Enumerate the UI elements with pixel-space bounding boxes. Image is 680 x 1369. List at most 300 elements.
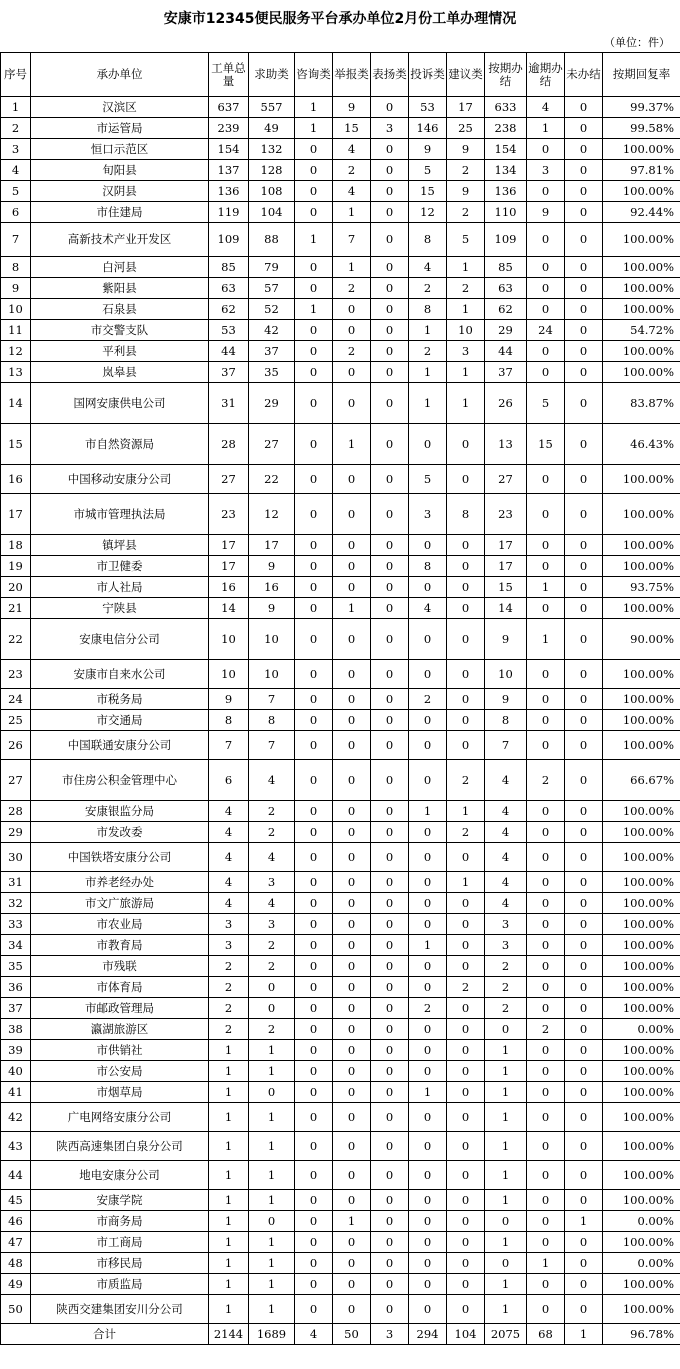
- cell-report: 0: [333, 935, 371, 956]
- table-row: [1, 619, 680, 660]
- cell-complaint: 0: [409, 1190, 447, 1211]
- cell-report: 0: [333, 1019, 371, 1040]
- cell-ontime: 1: [485, 1082, 527, 1103]
- table-row: [1, 1082, 680, 1103]
- cell-unit: 市自然资源局: [31, 424, 209, 465]
- cell-ontime: 0: [485, 1211, 527, 1232]
- cell-praise: 0: [371, 893, 409, 914]
- cell-index: 13: [1, 362, 31, 383]
- total-cell: 104: [447, 1324, 485, 1345]
- cell-suggestion: 9: [447, 181, 485, 202]
- cell-help: 22: [249, 465, 295, 494]
- cell-index: 50: [1, 1295, 31, 1324]
- cell-total: 23: [209, 494, 249, 535]
- cell-complaint: 0: [409, 424, 447, 465]
- cell-unfinished: 0: [565, 1253, 603, 1274]
- cell-total: 27: [209, 465, 249, 494]
- table-row: [1, 181, 680, 202]
- cell-ontime: 29: [485, 320, 527, 341]
- cell-ontime: 7: [485, 731, 527, 760]
- cell-overdue: 0: [527, 1161, 565, 1190]
- cell-unit: 市烟草局: [31, 1082, 209, 1103]
- cell-consult: 0: [295, 556, 333, 577]
- cell-reply-rate: 100.00%: [603, 1274, 680, 1295]
- cell-consult: 0: [295, 1103, 333, 1132]
- cell-consult: 0: [295, 341, 333, 362]
- cell-praise: 0: [371, 619, 409, 660]
- cell-suggestion: 0: [447, 956, 485, 977]
- table-row: [1, 320, 680, 341]
- total-cell: 294: [409, 1324, 447, 1345]
- cell-praise: 0: [371, 1274, 409, 1295]
- cell-index: 34: [1, 935, 31, 956]
- cell-ontime: 2: [485, 998, 527, 1019]
- col-header-unfinished: 未办结: [565, 53, 603, 97]
- cell-overdue: 1: [527, 118, 565, 139]
- cell-index: 40: [1, 1061, 31, 1082]
- cell-total: 4: [209, 843, 249, 872]
- cell-suggestion: 0: [447, 1232, 485, 1253]
- cell-reply-rate: 100.00%: [603, 494, 680, 535]
- cell-unit: 国网安康供电公司: [31, 383, 209, 424]
- cell-index: 45: [1, 1190, 31, 1211]
- cell-praise: 0: [371, 1082, 409, 1103]
- cell-consult: 0: [295, 1061, 333, 1082]
- cell-suggestion: 0: [447, 556, 485, 577]
- cell-praise: 0: [371, 1103, 409, 1132]
- cell-unit: 旬阳县: [31, 160, 209, 181]
- cell-unit: 岚皋县: [31, 362, 209, 383]
- cell-index: 11: [1, 320, 31, 341]
- cell-total: 109: [209, 223, 249, 257]
- cell-ontime: 4: [485, 822, 527, 843]
- cell-unfinished: 0: [565, 1161, 603, 1190]
- table-row: [1, 1040, 680, 1061]
- cell-praise: 0: [371, 1061, 409, 1082]
- cell-praise: 0: [371, 1295, 409, 1324]
- cell-unfinished: 0: [565, 362, 603, 383]
- cell-unfinished: 0: [565, 556, 603, 577]
- cell-suggestion: 0: [447, 1295, 485, 1324]
- cell-suggestion: 2: [447, 202, 485, 223]
- cell-consult: 0: [295, 760, 333, 801]
- cell-reply-rate: 100.00%: [603, 223, 680, 257]
- table-row: [1, 535, 680, 556]
- cell-report: 0: [333, 893, 371, 914]
- cell-complaint: 0: [409, 1161, 447, 1190]
- cell-report: 1: [333, 424, 371, 465]
- cell-help: 29: [249, 383, 295, 424]
- cell-help: 17: [249, 535, 295, 556]
- cell-consult: 0: [295, 914, 333, 935]
- cell-total: 8: [209, 710, 249, 731]
- cell-total: 1: [209, 1061, 249, 1082]
- cell-reply-rate: 100.00%: [603, 893, 680, 914]
- table-row: [1, 1190, 680, 1211]
- cell-report: 0: [333, 320, 371, 341]
- cell-ontime: 1: [485, 1103, 527, 1132]
- cell-praise: 0: [371, 320, 409, 341]
- cell-ontime: 13: [485, 424, 527, 465]
- cell-unfinished: 0: [565, 956, 603, 977]
- cell-overdue: 0: [527, 710, 565, 731]
- cell-complaint: 3: [409, 494, 447, 535]
- cell-total: 2: [209, 956, 249, 977]
- cell-report: 1: [333, 1211, 371, 1232]
- cell-index: 46: [1, 1211, 31, 1232]
- cell-consult: 0: [295, 1211, 333, 1232]
- cell-suggestion: 2: [447, 278, 485, 299]
- cell-suggestion: 0: [447, 1161, 485, 1190]
- cell-overdue: 0: [527, 893, 565, 914]
- cell-total: 63: [209, 278, 249, 299]
- table-row: [1, 383, 680, 424]
- cell-unit: 市人社局: [31, 577, 209, 598]
- cell-ontime: 633: [485, 97, 527, 118]
- cell-praise: 0: [371, 843, 409, 872]
- cell-total: 1: [209, 1190, 249, 1211]
- cell-unfinished: 0: [565, 660, 603, 689]
- table-total-row: [1, 1324, 680, 1345]
- cell-suggestion: 0: [447, 535, 485, 556]
- cell-overdue: 0: [527, 998, 565, 1019]
- cell-total: 1: [209, 1253, 249, 1274]
- cell-help: 0: [249, 1211, 295, 1232]
- cell-help: 0: [249, 998, 295, 1019]
- cell-report: 0: [333, 731, 371, 760]
- cell-overdue: 0: [527, 1190, 565, 1211]
- cell-complaint: 0: [409, 893, 447, 914]
- cell-reply-rate: 100.00%: [603, 710, 680, 731]
- cell-reply-rate: 0.00%: [603, 1211, 680, 1232]
- cell-index: 12: [1, 341, 31, 362]
- cell-consult: 0: [295, 1190, 333, 1211]
- cell-unit: 市住房公积金管理中心: [31, 760, 209, 801]
- table-row: [1, 935, 680, 956]
- cell-unit: 地电安康分公司: [31, 1161, 209, 1190]
- cell-report: 0: [333, 1103, 371, 1132]
- cell-consult: 0: [295, 1274, 333, 1295]
- cell-report: 0: [333, 914, 371, 935]
- cell-consult: 0: [295, 1040, 333, 1061]
- cell-consult: 0: [295, 998, 333, 1019]
- cell-help: 1: [249, 1161, 295, 1190]
- cell-complaint: 0: [409, 1211, 447, 1232]
- cell-overdue: 2: [527, 1019, 565, 1040]
- cell-praise: 0: [371, 1253, 409, 1274]
- cell-total: 6: [209, 760, 249, 801]
- cell-help: 10: [249, 660, 295, 689]
- cell-reply-rate: 92.44%: [603, 202, 680, 223]
- cell-unfinished: 0: [565, 843, 603, 872]
- cell-total: 85: [209, 257, 249, 278]
- cell-ontime: 26: [485, 383, 527, 424]
- cell-help: 9: [249, 556, 295, 577]
- cell-index: 17: [1, 494, 31, 535]
- cell-praise: 0: [371, 465, 409, 494]
- cell-suggestion: 1: [447, 299, 485, 320]
- cell-suggestion: 0: [447, 914, 485, 935]
- cell-report: 0: [333, 710, 371, 731]
- table-row: [1, 1295, 680, 1324]
- cell-help: 4: [249, 843, 295, 872]
- table-row: [1, 362, 680, 383]
- cell-consult: 0: [295, 956, 333, 977]
- cell-reply-rate: 100.00%: [603, 341, 680, 362]
- cell-help: 0: [249, 1082, 295, 1103]
- cell-complaint: 12: [409, 202, 447, 223]
- cell-overdue: 4: [527, 97, 565, 118]
- cell-help: 0: [249, 977, 295, 998]
- cell-suggestion: 8: [447, 494, 485, 535]
- cell-praise: 0: [371, 1132, 409, 1161]
- cell-praise: 0: [371, 1161, 409, 1190]
- cell-reply-rate: 100.00%: [603, 1161, 680, 1190]
- page-title: 安康市12345便民服务平台承办单位2月份工单办理情况: [163, 11, 517, 27]
- cell-unfinished: 0: [565, 1061, 603, 1082]
- cell-praise: 0: [371, 689, 409, 710]
- cell-consult: 0: [295, 535, 333, 556]
- cell-report: 0: [333, 1274, 371, 1295]
- cell-complaint: 0: [409, 1274, 447, 1295]
- cell-overdue: 0: [527, 257, 565, 278]
- cell-report: 0: [333, 1040, 371, 1061]
- cell-consult: 0: [295, 160, 333, 181]
- cell-help: 2: [249, 801, 295, 822]
- cell-index: 47: [1, 1232, 31, 1253]
- cell-index: 31: [1, 872, 31, 893]
- cell-consult: 0: [295, 257, 333, 278]
- cell-unfinished: 0: [565, 998, 603, 1019]
- cell-unfinished: 0: [565, 801, 603, 822]
- cell-reply-rate: 93.75%: [603, 577, 680, 598]
- cell-reply-rate: 100.00%: [603, 660, 680, 689]
- cell-consult: 0: [295, 872, 333, 893]
- cell-suggestion: 0: [447, 1061, 485, 1082]
- cell-praise: 0: [371, 1211, 409, 1232]
- cell-reply-rate: 100.00%: [603, 956, 680, 977]
- cell-total: 44: [209, 341, 249, 362]
- cell-suggestion: 0: [447, 710, 485, 731]
- cell-help: 2: [249, 956, 295, 977]
- cell-praise: 0: [371, 160, 409, 181]
- cell-report: 0: [333, 362, 371, 383]
- cell-unfinished: 0: [565, 202, 603, 223]
- cell-report: 0: [333, 822, 371, 843]
- cell-unit: 广电网络安康分公司: [31, 1103, 209, 1132]
- col-header-consult: 咨询类: [295, 53, 333, 97]
- cell-help: 1: [249, 1190, 295, 1211]
- cell-unfinished: 0: [565, 1232, 603, 1253]
- cell-unfinished: 0: [565, 1190, 603, 1211]
- cell-index: 19: [1, 556, 31, 577]
- cell-unfinished: 0: [565, 383, 603, 424]
- cell-unfinished: 0: [565, 872, 603, 893]
- cell-consult: 0: [295, 1161, 333, 1190]
- cell-unit: 市文广旅游局: [31, 893, 209, 914]
- cell-complaint: 0: [409, 535, 447, 556]
- cell-suggestion: 0: [447, 1253, 485, 1274]
- cell-report: 0: [333, 760, 371, 801]
- cell-index: 35: [1, 956, 31, 977]
- table-row: [1, 598, 680, 619]
- cell-total: 31: [209, 383, 249, 424]
- cell-overdue: 1: [527, 1253, 565, 1274]
- work-order-table: [0, 52, 680, 1345]
- cell-consult: 0: [295, 278, 333, 299]
- cell-index: 27: [1, 760, 31, 801]
- cell-overdue: 0: [527, 689, 565, 710]
- cell-unit: 市运管局: [31, 118, 209, 139]
- cell-praise: 3: [371, 118, 409, 139]
- cell-report: 0: [333, 1082, 371, 1103]
- cell-complaint: 0: [409, 760, 447, 801]
- cell-suggestion: 0: [447, 424, 485, 465]
- col-header-report: 举报类: [333, 53, 371, 97]
- cell-suggestion: 0: [447, 1040, 485, 1061]
- total-cell: 68: [527, 1324, 565, 1345]
- cell-unit: 安康学院: [31, 1190, 209, 1211]
- cell-praise: 0: [371, 1190, 409, 1211]
- cell-help: 49: [249, 118, 295, 139]
- cell-total: 137: [209, 160, 249, 181]
- cell-unfinished: 0: [565, 160, 603, 181]
- cell-consult: 0: [295, 843, 333, 872]
- cell-unit: 市教育局: [31, 935, 209, 956]
- table-row: [1, 1103, 680, 1132]
- cell-ontime: 14: [485, 598, 527, 619]
- cell-praise: 0: [371, 202, 409, 223]
- cell-help: 1: [249, 1061, 295, 1082]
- cell-praise: 0: [371, 556, 409, 577]
- cell-help: 10: [249, 619, 295, 660]
- cell-reply-rate: 100.00%: [603, 977, 680, 998]
- cell-ontime: 17: [485, 556, 527, 577]
- table-row: [1, 202, 680, 223]
- cell-suggestion: 2: [447, 760, 485, 801]
- cell-unit: 平利县: [31, 341, 209, 362]
- cell-consult: 0: [295, 1082, 333, 1103]
- cell-total: 119: [209, 202, 249, 223]
- cell-praise: 0: [371, 424, 409, 465]
- cell-index: 16: [1, 465, 31, 494]
- cell-ontime: 1: [485, 1132, 527, 1161]
- cell-reply-rate: 99.37%: [603, 97, 680, 118]
- cell-reply-rate: 100.00%: [603, 935, 680, 956]
- table-row: [1, 424, 680, 465]
- cell-total: 37: [209, 362, 249, 383]
- cell-help: 8: [249, 710, 295, 731]
- cell-report: 0: [333, 465, 371, 494]
- cell-praise: 0: [371, 977, 409, 998]
- cell-suggestion: 0: [447, 893, 485, 914]
- cell-overdue: 0: [527, 1082, 565, 1103]
- cell-complaint: 0: [409, 1040, 447, 1061]
- table-row: [1, 843, 680, 872]
- cell-suggestion: 0: [447, 1274, 485, 1295]
- cell-report: 0: [333, 843, 371, 872]
- cell-report: 2: [333, 278, 371, 299]
- cell-consult: 0: [295, 577, 333, 598]
- cell-overdue: 0: [527, 535, 565, 556]
- cell-overdue: 0: [527, 1132, 565, 1161]
- cell-unfinished: 0: [565, 760, 603, 801]
- cell-index: 30: [1, 843, 31, 872]
- cell-unfinished: 0: [565, 1274, 603, 1295]
- cell-reply-rate: 100.00%: [603, 1103, 680, 1132]
- cell-index: 14: [1, 383, 31, 424]
- cell-unfinished: 0: [565, 535, 603, 556]
- cell-overdue: 0: [527, 341, 565, 362]
- cell-praise: 0: [371, 223, 409, 257]
- cell-praise: 0: [371, 822, 409, 843]
- cell-total: 1: [209, 1040, 249, 1061]
- cell-ontime: 10: [485, 660, 527, 689]
- cell-help: 1: [249, 1274, 295, 1295]
- cell-ontime: 62: [485, 299, 527, 320]
- cell-reply-rate: 100.00%: [603, 998, 680, 1019]
- table-row: [1, 956, 680, 977]
- total-cell: 1: [565, 1324, 603, 1345]
- cell-reply-rate: 97.81%: [603, 160, 680, 181]
- cell-report: 0: [333, 494, 371, 535]
- col-header-overdue: 逾期办结: [527, 53, 565, 97]
- cell-unfinished: 0: [565, 710, 603, 731]
- table-row: [1, 893, 680, 914]
- cell-suggestion: 1: [447, 257, 485, 278]
- cell-complaint: 0: [409, 1061, 447, 1082]
- col-header-suggestion: 建议类: [447, 53, 485, 97]
- cell-report: 0: [333, 977, 371, 998]
- cell-ontime: 2: [485, 956, 527, 977]
- cell-consult: 0: [295, 1295, 333, 1324]
- cell-complaint: 0: [409, 872, 447, 893]
- cell-overdue: 0: [527, 139, 565, 160]
- cell-unfinished: 0: [565, 299, 603, 320]
- cell-unit: 石泉县: [31, 299, 209, 320]
- cell-report: 0: [333, 1061, 371, 1082]
- cell-help: 128: [249, 160, 295, 181]
- cell-praise: 0: [371, 535, 409, 556]
- cell-reply-rate: 0.00%: [603, 1253, 680, 1274]
- cell-report: 0: [333, 689, 371, 710]
- cell-complaint: 0: [409, 956, 447, 977]
- cell-total: 1: [209, 1232, 249, 1253]
- cell-consult: 0: [295, 598, 333, 619]
- cell-praise: 0: [371, 935, 409, 956]
- cell-consult: 0: [295, 801, 333, 822]
- cell-help: 104: [249, 202, 295, 223]
- cell-help: 1: [249, 1253, 295, 1274]
- cell-ontime: 1: [485, 1295, 527, 1324]
- cell-help: 132: [249, 139, 295, 160]
- cell-complaint: 1: [409, 383, 447, 424]
- cell-index: 9: [1, 278, 31, 299]
- cell-reply-rate: 100.00%: [603, 257, 680, 278]
- cell-ontime: 17: [485, 535, 527, 556]
- cell-suggestion: 0: [447, 1132, 485, 1161]
- cell-praise: 0: [371, 278, 409, 299]
- cell-report: 0: [333, 299, 371, 320]
- cell-total: 10: [209, 619, 249, 660]
- table-row: [1, 660, 680, 689]
- cell-unit: 汉滨区: [31, 97, 209, 118]
- cell-complaint: 0: [409, 1295, 447, 1324]
- table-row: [1, 278, 680, 299]
- cell-suggestion: 0: [447, 689, 485, 710]
- cell-help: 12: [249, 494, 295, 535]
- cell-complaint: 0: [409, 843, 447, 872]
